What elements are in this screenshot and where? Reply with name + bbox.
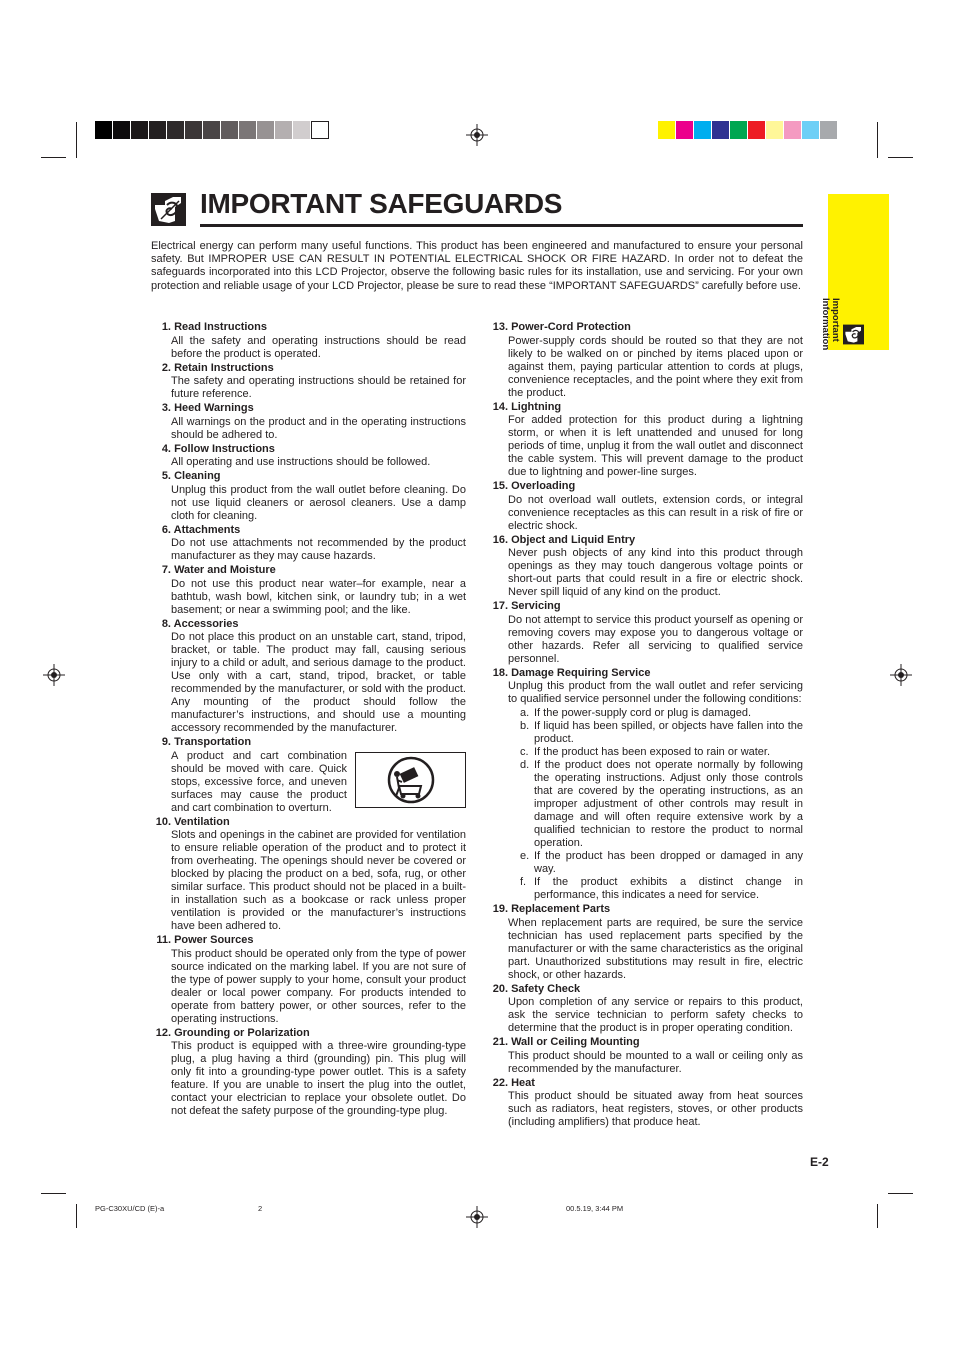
safeguard-heading xyxy=(151,443,466,457)
gray-swatch xyxy=(167,121,185,139)
safeguard-number: 9. xyxy=(161,736,171,748)
gray-swatch xyxy=(113,121,131,139)
safeguard-heading xyxy=(151,736,466,750)
safeguard-item xyxy=(151,736,466,815)
safeguard-number: 3. xyxy=(161,402,171,414)
safeguard-text: Power-supply cords should be routed so that they are not likely to be walked on or pinched by items placed upon or against them, paying particular attention to cords at plugs, convenience receptacles, and the point where they exit from the product. xyxy=(508,334,803,399)
safeguard-number: 4. xyxy=(161,442,171,455)
safeguard-heading xyxy=(151,564,466,578)
footer-file-name: PG-C30XU/CD (E)-a xyxy=(95,1204,165,1213)
safeguard-text: Upon completion of any service or repairs to this product, ask the service technician to perform safety checks to determine that the product is in proper operating condition. xyxy=(508,996,803,1034)
crop-mark xyxy=(41,157,66,158)
registration-mark-icon xyxy=(43,664,65,686)
safeguard-heading xyxy=(151,934,466,948)
safeguard-item xyxy=(488,983,803,1036)
condition-text: If the product has been dropped or damaged in any way. xyxy=(534,850,803,875)
safeguard-title: Cleaning xyxy=(174,470,221,482)
right-column xyxy=(488,321,803,1130)
crop-mark xyxy=(888,1193,913,1194)
safeguard-item xyxy=(151,618,466,736)
safeguard-title: Replacement Parts xyxy=(511,903,611,915)
safeguard-number: 21. xyxy=(492,1036,508,1048)
safeguard-text: All the safety and operating instructions should be read before the product is operated. xyxy=(171,334,466,360)
safeguard-title: Object and Liquid Entry xyxy=(511,533,636,546)
crop-mark xyxy=(76,1204,77,1228)
damage-condition xyxy=(508,720,803,746)
safeguard-item xyxy=(488,534,803,600)
crop-mark xyxy=(76,122,77,158)
side-tab-label: Important Information xyxy=(820,298,841,351)
safeguard-text: Unplug this product from the wall outlet and refer servicing to qualified service personnel under the following conditions: xyxy=(508,680,803,705)
damage-condition xyxy=(508,876,803,902)
safeguard-item xyxy=(151,321,466,361)
gray-swatch xyxy=(203,121,221,139)
color-swatch xyxy=(766,121,784,139)
gray-swatch xyxy=(131,121,149,139)
safeguard-heading xyxy=(488,401,803,415)
safeguard-text xyxy=(171,750,466,815)
safeguard-title: Servicing xyxy=(511,600,561,612)
safeguard-heading xyxy=(488,1077,803,1091)
safeguard-text: This product should be operated only from the type of power source indicated on the marking label. If you are not sure of the type of power supply to your home, consult your product dealer or local power company. For products intended to operate from battery power, or other sources, refer to the operating instructions. xyxy=(171,947,466,1025)
safeguard-number: 19. xyxy=(492,903,508,915)
safeguard-number: 11. xyxy=(156,934,171,946)
color-swatch xyxy=(658,121,676,139)
safeguard-title: Heat xyxy=(511,1076,535,1089)
safeguard-heading xyxy=(488,903,803,917)
safeguard-text: Do not use this product near water–for example, near a bathtub, wash bowl, kitchen sink, or laundry tub; in a wet basement; or near a swimming pool; and the like. xyxy=(171,577,466,616)
safeguard-heading xyxy=(488,667,803,681)
gray-swatch xyxy=(257,121,275,139)
safeguard-heading xyxy=(488,534,803,548)
safeguard-heading xyxy=(488,600,803,614)
safeguards-hand-icon xyxy=(843,324,864,345)
gray-calibration-bar xyxy=(95,121,329,139)
safeguard-item xyxy=(488,903,803,982)
safeguard-item xyxy=(488,600,803,666)
safeguard-text: Do not attempt to service this product yourself as opening or removing covers may expose you to dangerous voltage or other hazards. Refer all servicing to qualified service personnel. xyxy=(508,613,803,665)
safeguard-title: Overloading xyxy=(511,480,576,492)
safeguard-text: This product is equipped with a three-wire grounding-type plug, a plug having a third (grounding) pin. This plug will only fit into a grounding-type power outlet. This is a safety feature. If you are unable to insert the plug into the outlet, contact your electrician to replace your obsolete outlet. Do not defeat the safety purpose of the grounding-type plug. xyxy=(171,1040,466,1117)
safeguard-title: Follow Instructions xyxy=(174,442,275,455)
safeguard-item xyxy=(488,667,803,903)
safeguard-item xyxy=(488,321,803,400)
safeguard-text: When replacement parts are required, be sure the service technician has used replacement parts specified by the manufacturer or with the same characteristics as the original part. Unauthorized substitutions may result in fire, electric shock, or other hazards. xyxy=(508,916,803,981)
gray-swatch xyxy=(95,121,113,139)
safeguard-text: Never push objects of any kind into this product through openings as they may touch dangerous voltage points or short-out parts that could result in a fire or electric shock. Never spill liquid of any kind on the product. xyxy=(508,547,803,598)
safeguard-heading xyxy=(488,1036,803,1050)
page-number: E-2 xyxy=(810,1155,829,1169)
safeguard-title: Damage Requiring Service xyxy=(511,666,651,679)
safeguard-number: 7. xyxy=(161,564,171,576)
left-column xyxy=(151,321,466,1119)
safeguard-text: All operating and use instructions should be followed. xyxy=(171,456,431,468)
condition-text: If the power-supply cord or plug is damaged. xyxy=(534,707,752,719)
gray-swatch xyxy=(185,121,203,139)
color-swatch xyxy=(712,121,730,139)
damage-condition xyxy=(508,707,803,720)
safeguard-item xyxy=(151,443,466,470)
safeguard-number: 8. xyxy=(161,617,171,630)
gray-swatch xyxy=(293,121,311,139)
safeguard-number: 22. xyxy=(492,1076,508,1089)
footer-timestamp: 00.5.19, 3:44 PM xyxy=(566,1204,624,1213)
safeguard-item xyxy=(488,1077,803,1130)
safeguard-title: Wall or Ceiling Mounting xyxy=(511,1036,640,1048)
condition-text: If liquid has been spilled, or objects have fallen into the product. xyxy=(534,720,803,745)
safeguard-text: Slots and openings in the cabinet are provided for ventilation to ensure reliable operation of the product and to protect it from overheating. The openings should never be covered or blocked by placing the product on a bed, sofa, rug, or other similar surface. This product should not be placed in a built-in installation such as a bookcase or rack unless proper ventilation is provided or the manufacturer’s instructions have been adhered to. xyxy=(171,829,466,932)
damage-condition xyxy=(508,746,803,759)
condition-letter: c. xyxy=(520,746,529,758)
color-swatch xyxy=(694,121,712,139)
condition-letter: f. xyxy=(520,876,527,888)
footer-sheet-number: 2 xyxy=(258,1204,263,1213)
safeguard-item xyxy=(488,1036,803,1076)
registration-mark-icon xyxy=(466,1206,488,1228)
safeguard-item xyxy=(151,362,466,402)
safeguard-heading xyxy=(151,524,466,538)
safeguard-item xyxy=(151,1027,466,1119)
registration-mark-icon xyxy=(890,664,912,686)
gray-swatch xyxy=(239,121,257,139)
safeguard-title: Safety Check xyxy=(511,982,581,995)
safeguard-item xyxy=(151,816,466,934)
safeguard-heading xyxy=(151,1027,466,1041)
condition-letter: e. xyxy=(520,850,530,862)
safeguard-title: Transportation xyxy=(174,736,252,748)
safeguard-number: 20. xyxy=(492,982,508,995)
intro-paragraph: Electrical energy can perform many useful functions. This product has been engineered and manufactured to ensure your personal safety. But IMPROPER USE CAN RESULT IN POTENTIAL ELECTRICAL SHOCK OR FIRE HAZARD. In order not to defeat the safeguards incorporated into this LCD Projector, observe the following basic rules for its installation, use and servicing. For your own protection and reliable usage of your LCD Projector, please be sure to read these “IMPORTANT SAFEGUARDS” carefully before use. xyxy=(151,240,803,292)
page-title: IMPORTANT SAFEGUARDS xyxy=(200,188,563,219)
gray-swatch xyxy=(221,121,239,139)
safeguard-text: Do not overload wall outlets, extension cords, or integral convenience receptacles as this can result in a risk of fire or electric shock. xyxy=(508,493,803,532)
safeguard-text: All warnings on the product and in the operating instructions should be adhered to. xyxy=(171,415,466,441)
safeguard-title: Grounding or Polarization xyxy=(174,1026,310,1039)
color-swatch xyxy=(784,121,802,139)
safeguard-title: Heed Warnings xyxy=(174,402,254,414)
safeguard-number: 18. xyxy=(492,666,508,679)
safeguard-number: 2. xyxy=(161,361,171,374)
safeguard-heading xyxy=(151,321,466,335)
condition-text: If the product does not operate normally by following the operating instructions. Adjust only those controls that are covered by the operating instructions, as an improper adjustment of other controls may result in damage and will often require extensive work by a qualified technician to restore the product to normal operation. xyxy=(534,759,803,849)
crop-mark xyxy=(888,157,913,158)
safeguard-title: Read Instructions xyxy=(174,321,267,333)
safeguard-title: Ventilation xyxy=(174,815,230,828)
condition-letter: a. xyxy=(520,707,530,719)
safeguard-number: 6. xyxy=(161,523,171,536)
color-swatch xyxy=(748,121,766,139)
safeguard-heading xyxy=(488,321,803,335)
safeguard-title: Power Sources xyxy=(174,934,254,946)
safeguard-title: Retain Instructions xyxy=(174,361,274,374)
safeguard-item xyxy=(151,934,466,1026)
color-swatch xyxy=(730,121,748,139)
safeguard-title: Power-Cord Protection xyxy=(511,321,631,333)
safeguard-item xyxy=(151,470,466,523)
safeguard-text: The safety and operating instructions should be retained for future reference. xyxy=(171,375,466,400)
safeguard-heading xyxy=(151,816,466,830)
condition-letter: d. xyxy=(520,759,530,771)
safeguard-number: 12. xyxy=(155,1026,171,1039)
damage-condition xyxy=(508,759,803,850)
safeguard-text: A product and cart combination should be moved with care. Quick stops, excessive force, and uneven surfaces may cause the product and cart combination to overturn. xyxy=(171,749,347,814)
condition-text: If the product exhibits a distinct change in performance, this indicates a need for service. xyxy=(534,876,803,901)
safeguard-number: 16. xyxy=(492,533,508,546)
cart-tip-over-warning-icon xyxy=(355,752,466,808)
safeguard-item xyxy=(151,402,466,442)
safeguard-number: 13. xyxy=(492,321,508,333)
safeguard-text: This product should be mounted to a wall or ceiling only as recommended by the manufacturer. xyxy=(508,1049,803,1075)
safeguard-title: Attachments xyxy=(173,523,241,536)
safeguard-text: Do not place this product on an unstable cart, stand, tripod, bracket, or table. The product may fall, causing serious injury to a child or adult, and serious damage to the product. Use only with a cart, stand, tripod, bracket, or table recommended by the manufacturer, or sold with the product. Any mounting of the product should follow the manufacturer’s instructions, and should use a mounting accessory recommended by the manufacturer. xyxy=(171,631,466,734)
safeguard-title: Water and Moisture xyxy=(174,564,276,576)
safeguards-hand-icon xyxy=(151,193,186,226)
safeguard-number: 15. xyxy=(492,480,508,492)
safeguard-number: 14. xyxy=(492,400,508,413)
registration-mark-icon xyxy=(466,124,488,146)
safeguard-text: Unplug this product from the wall outlet before cleaning. Do not use liquid cleaners or aerosol cleaners. Use a damp cloth for cleaning. xyxy=(171,483,466,522)
section-side-tab xyxy=(820,194,889,351)
safeguard-number: 17. xyxy=(492,600,508,612)
safeguard-heading xyxy=(488,480,803,494)
safeguard-item xyxy=(151,564,466,617)
safeguard-heading xyxy=(488,983,803,997)
safeguard-title: Lightning xyxy=(511,400,562,413)
safeguard-heading xyxy=(151,402,466,416)
color-swatch xyxy=(820,121,838,139)
safeguard-item xyxy=(488,401,803,480)
safeguard-number: 5. xyxy=(161,470,171,482)
safeguard-text: Do not use attachments not recommended by the product manufacturer as they may cause hazards. xyxy=(171,537,466,562)
safeguard-item xyxy=(488,480,803,533)
condition-text: If the product has been exposed to rain or water. xyxy=(534,746,771,758)
safeguard-item xyxy=(151,524,466,564)
safeguard-heading xyxy=(151,618,466,632)
title-underline xyxy=(200,224,803,227)
color-swatch xyxy=(802,121,820,139)
safeguard-number: 1. xyxy=(161,321,171,333)
gray-swatch xyxy=(311,121,329,139)
safeguard-heading xyxy=(151,362,466,376)
crop-mark xyxy=(41,1193,66,1194)
gray-swatch xyxy=(275,121,293,139)
safeguard-text: For added protection for this product during a lightning storm, or when it is left unattended and unused for long periods of time, unplug it from the wall outlet and disconnect the cable system. This will prevent damage to the product due to lightning and power-line surges. xyxy=(508,414,803,478)
safeguard-text: This product should be situated away from heat sources such as radiators, heat registers, stoves, or other products (including amplifiers) that produce heat. xyxy=(508,1090,803,1128)
safeguard-number: 10. xyxy=(155,815,171,828)
color-calibration-bar xyxy=(658,121,838,139)
safeguard-title: Accessories xyxy=(173,617,239,630)
color-swatch xyxy=(676,121,694,139)
crop-mark xyxy=(877,1204,878,1228)
crop-mark xyxy=(877,122,878,158)
damage-condition xyxy=(508,850,803,876)
safeguard-heading xyxy=(151,470,466,484)
condition-letter: b. xyxy=(520,720,530,732)
gray-swatch xyxy=(149,121,167,139)
damage-condition-list xyxy=(508,707,803,902)
